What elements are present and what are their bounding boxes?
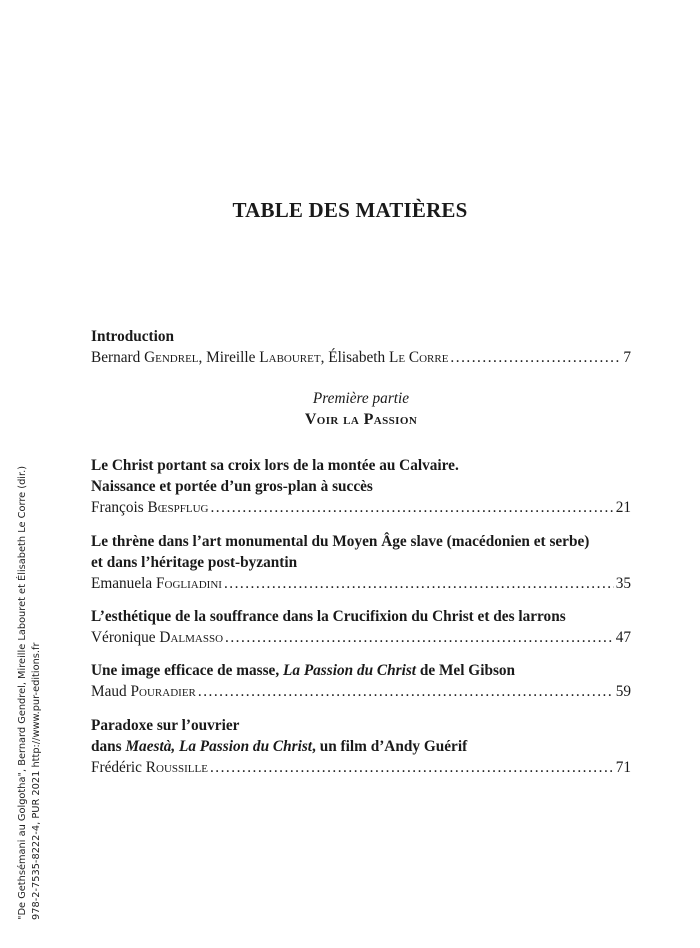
entry-page-number: 47 bbox=[615, 629, 631, 646]
entry-authors: Véronique Dalmasso bbox=[91, 629, 224, 646]
toc-entry bbox=[91, 715, 631, 778]
entry-authors: Frédéric Roussille bbox=[91, 759, 208, 776]
dot-leader bbox=[225, 627, 614, 648]
toc-entry bbox=[91, 531, 631, 594]
part-title: Voir la Passion bbox=[304, 411, 418, 428]
entry-page-number: 59 bbox=[615, 683, 631, 700]
entry-author-line bbox=[91, 497, 631, 518]
page-title: TABLE DES MATIÈRES bbox=[232, 198, 468, 222]
entry-author-line bbox=[91, 573, 631, 594]
part-label: Première partie bbox=[312, 390, 410, 407]
toc-entry bbox=[91, 660, 631, 702]
entry-author-line bbox=[91, 347, 631, 368]
entry-title: Le thrène dans l’art monumental du Moyen Âge slave (macédonien et serbe) bbox=[91, 533, 590, 550]
dot-leader bbox=[224, 573, 614, 594]
dot-leader bbox=[210, 757, 614, 778]
entry-page-number: 71 bbox=[615, 759, 631, 776]
side-citation-note bbox=[16, 466, 44, 920]
entry-title: dans Maestà, La Passion du Christ, un film d’Andy Guérif bbox=[91, 738, 468, 755]
entry-page-number: 35 bbox=[615, 575, 631, 592]
entry-authors: Bernard Gendrel, Mireille Labouret, Élisabeth Le Corre bbox=[91, 349, 449, 366]
side-note-line: "De Gethsémani au Golgotha", Bernard Gendrel, Mireille Labouret et Élisabeth Le Corre (dir.) bbox=[17, 465, 28, 920]
toc-entry bbox=[91, 606, 631, 648]
entry-author-line bbox=[91, 681, 631, 702]
entry-page-number: 7 bbox=[623, 349, 631, 366]
entry-author-line bbox=[91, 757, 631, 778]
dot-leader bbox=[210, 497, 613, 518]
dot-leader bbox=[450, 347, 621, 368]
entry-title: Paradoxe sur l’ouvrier bbox=[91, 717, 240, 734]
entry-authors: François Bœspflug bbox=[91, 499, 209, 516]
entry-author-line bbox=[91, 627, 631, 648]
entry-authors: Maud Pouradier bbox=[91, 683, 196, 700]
entry-title: Une image efficace de masse, La Passion du Christ de Mel Gibson bbox=[91, 662, 516, 679]
dot-leader bbox=[198, 681, 614, 702]
entry-title: Le Christ portant sa croix lors de la montée au Calvaire. bbox=[91, 457, 459, 474]
entry-title: L’esthétique de la souffrance dans la Crucifixion du Christ et des larrons bbox=[91, 608, 566, 625]
toc-entry bbox=[91, 455, 631, 518]
part-heading bbox=[91, 388, 631, 431]
entry-page-number: 21 bbox=[615, 499, 631, 516]
entry-title: et dans l’héritage post-byzantin bbox=[91, 554, 298, 571]
toc-entry-introduction bbox=[91, 326, 631, 368]
side-note-line: 978-2-7535-8222-4, PUR 2021 http://www.pur-editions.fr bbox=[31, 642, 42, 920]
entry-title: Introduction bbox=[91, 328, 175, 345]
entry-authors: Emanuela Fogliadini bbox=[91, 575, 222, 592]
entry-title: Naissance et portée d’un gros-plan à succès bbox=[91, 478, 373, 495]
